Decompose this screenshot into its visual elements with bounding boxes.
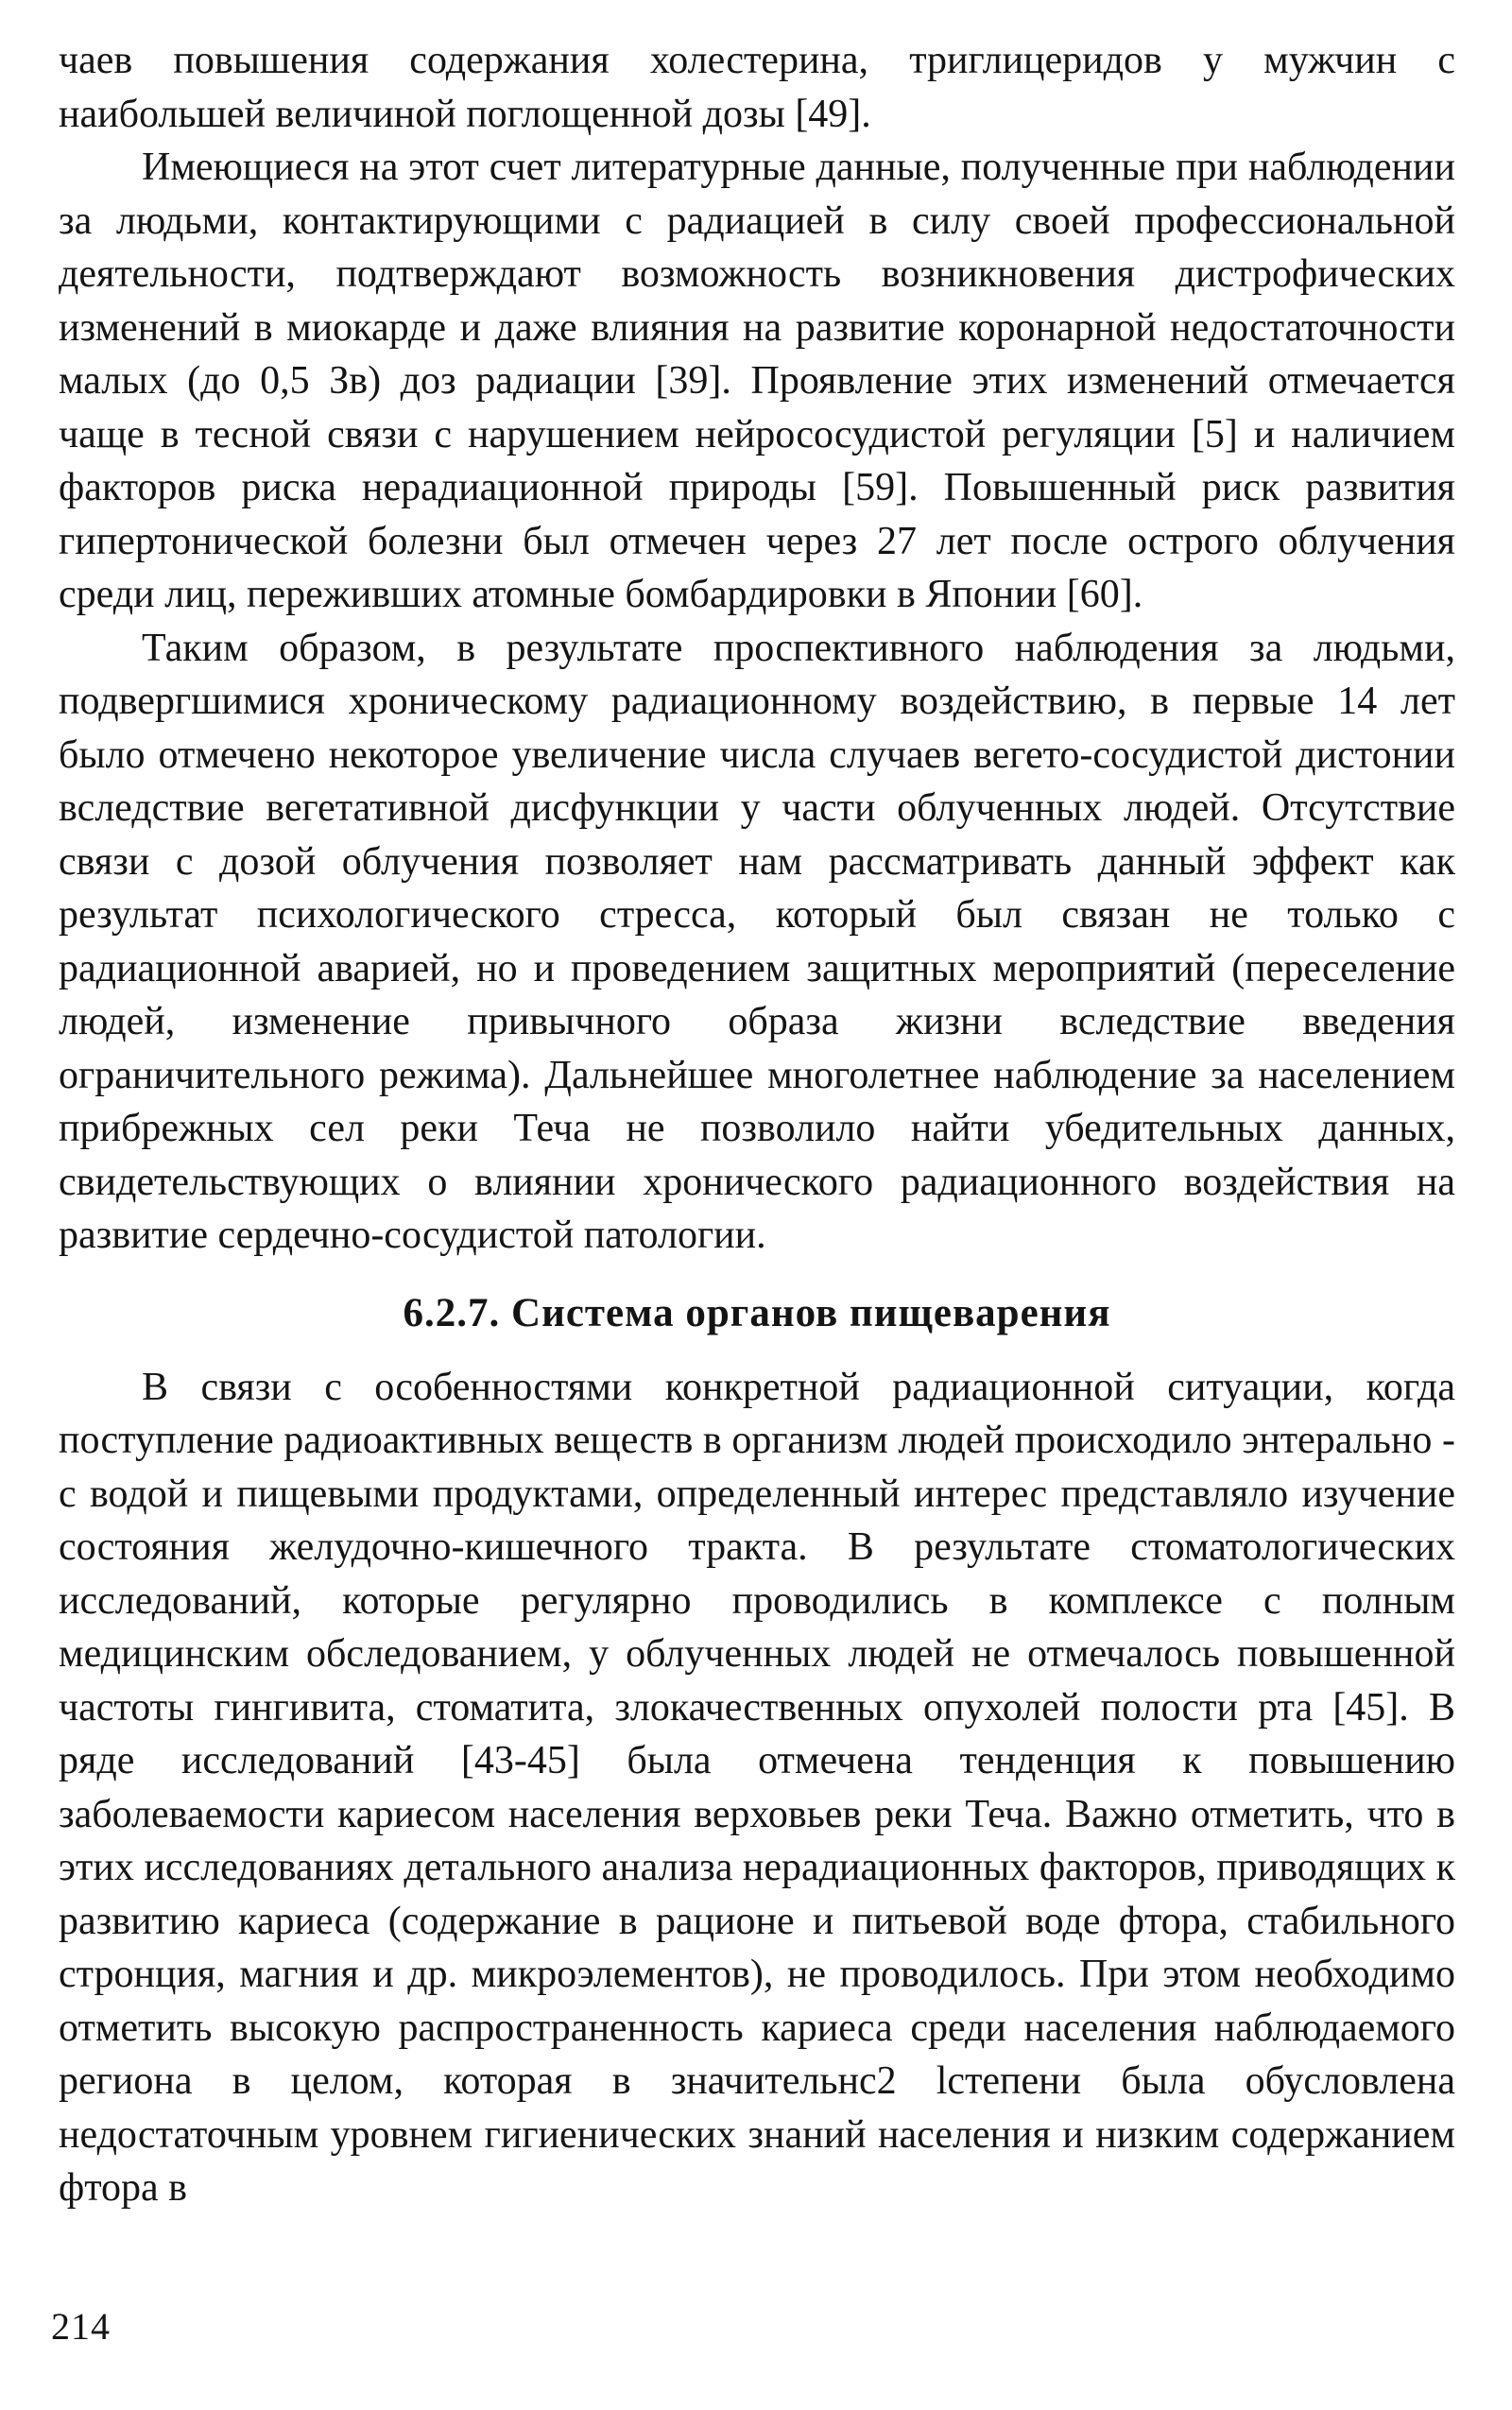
- section-heading: 6.2.7. Система органов пищеварения: [403, 1290, 1111, 1335]
- paragraph-continued: чаев повышения содержания холестерина, триглицеридов у мужчин с наибольшей величиной поглощенной дозы [49].: [59, 39, 1455, 136]
- page-number: 214: [51, 2305, 111, 2348]
- paragraph: Таким образом, в результате проспективного наблюдения за людьми, подвергшимися хроническому радиационному воздействию, в первые 14 лет было отмечено некоторое увеличение числа случаев вегето-сосудистой дистонии вследствие вегетативной дисфункции у части облученных людей. Отсутствие связи с дозой облучения позволяет нам рассматривать данный эффект как результат психологического стресса, который был связан не только с радиационной аварией, но и проведением защитных мероприятий (переселение людей, изменение привычного образа жизни вследствие введения ограничительного режима). Дальнейшее многолетнее наблюдение за населением прибрежных сел реки Теча не позволило найти убедительных данных, свидетельствующих о влиянии хронического радиационного воздействия на развитие сердечно-сосудистой патологии.: [59, 626, 1455, 1257]
- paragraph: В связи с особенностями конкретной радиационной ситуации, когда поступление радиоактивных веществ в организм людей происходило энтерально - с водой и пищевыми продуктами, определенный интерес представляло изучение состояния желудочно-кишечного тракта. В результате стоматологических исследований, которые регулярно проводились в комплексе с полным медицинским обследованием, у облученных людей не отмечалось повышенной частоты гингивита, стоматита, злокачественных опухолей полости рта [45]. В ряде исследований [43-45] была отмечена тенденция к повышению заболеваемости кариесом населения верховьев реки Теча. Важно отметить, что в этих исследованиях детального анализа нерадиационных факторов, приводящих к развитию кариеса (содержание в рационе и питьевой воде фтора, стабильного стронция, магния и др. микроэлементов), не проводилось. При этом необходимо отметить высокую распространенность кариеса среди населения наблюдаемого региона в целом, которая в значительнс2 lстепени была обусловлена недостаточным уровнем гигиенических знаний населения и низким содержанием фтора в: [59, 1365, 1455, 2210]
- body-text: [59, 34, 1455, 2215]
- paragraph: Имеющиеся на этот счет литературные данные, полученные при наблюдении за людьми, контактирующими с радиацией в силу своей профессиональной деятельности, подтверждают возможность возникновения дистрофических изменений в миокарде и даже влияния на развитие коронарной недостаточности малых (до 0,5 Зв) доз радиации [39]. Проявление этих изменений отмечается чаще в тесной связи с нарушением нейрососудистой регуляции [5] и наличием факторов риска нерадиационной природы [59]. Повышенный риск развития гипертонической болезни был отмечен через 27 лет после острого облучения среди лиц, переживших атомные бомбардировки в Японии [60].: [59, 146, 1455, 616]
